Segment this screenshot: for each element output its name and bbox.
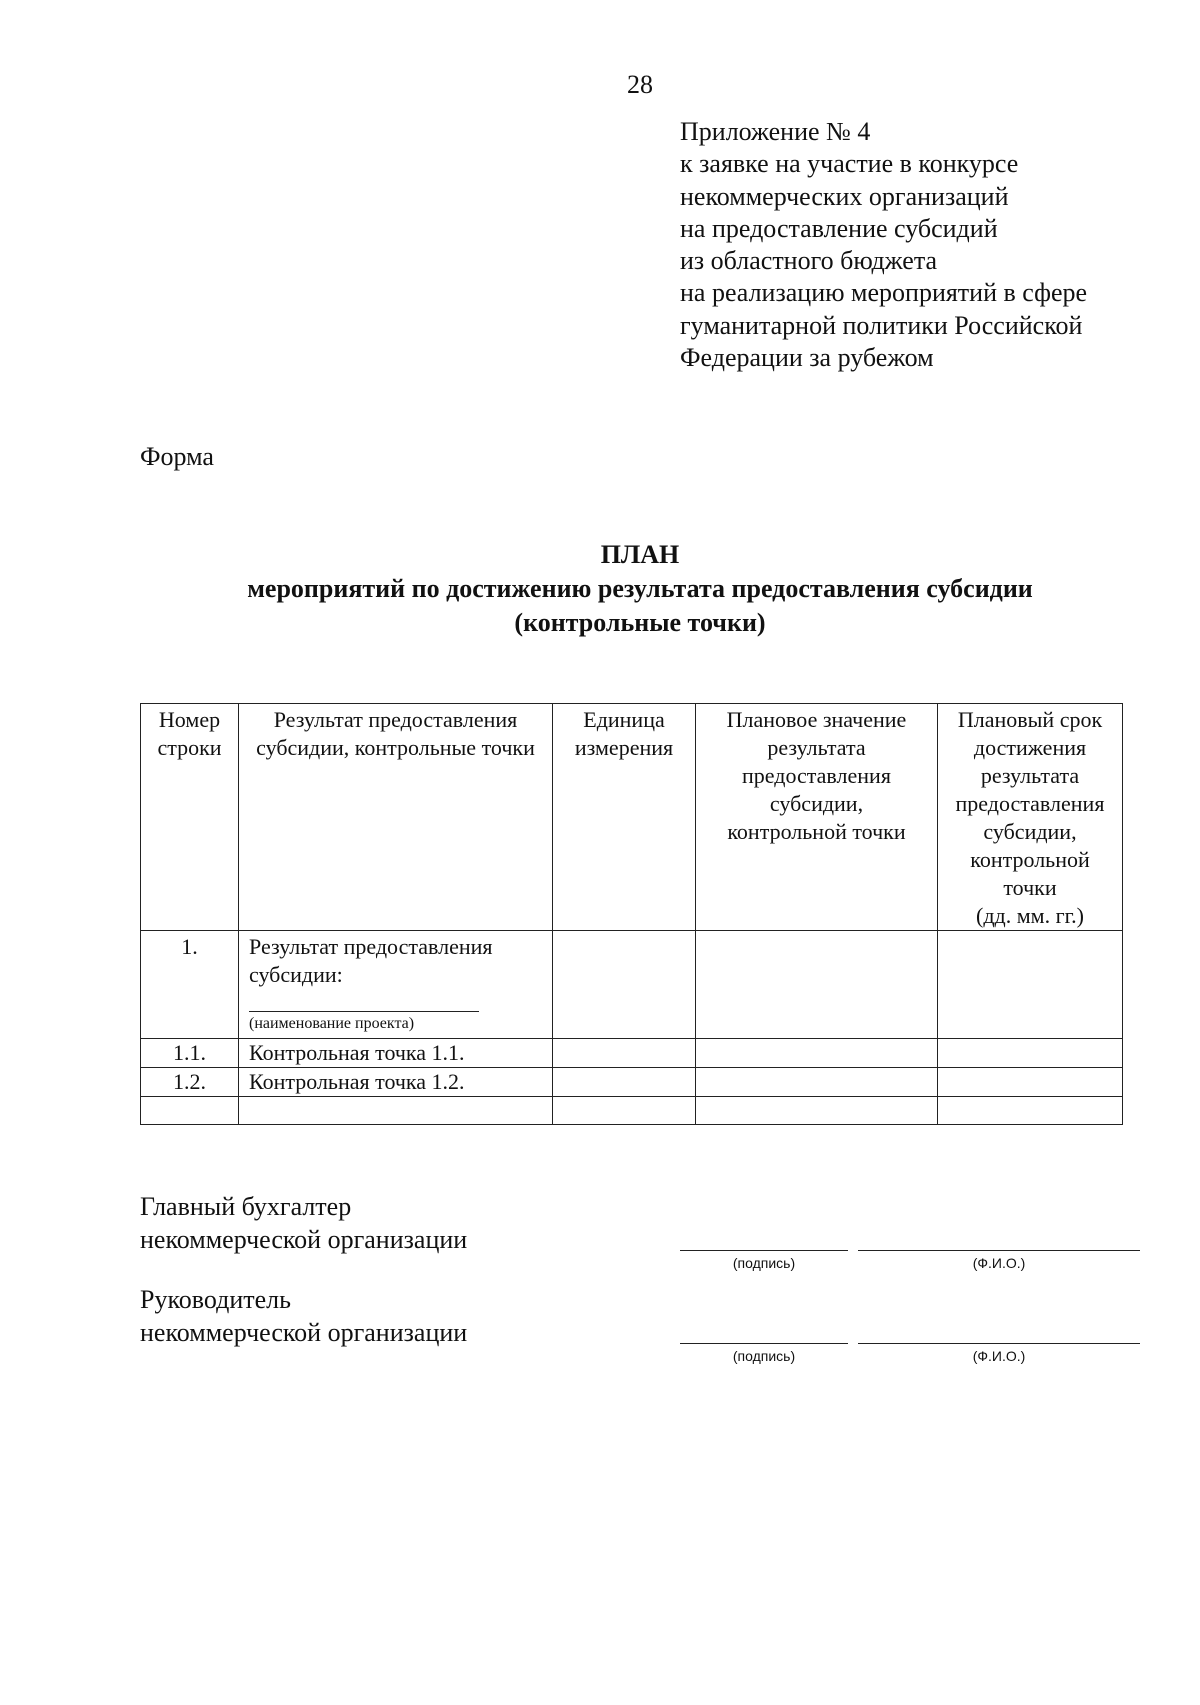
row-number: 1.1.	[141, 1039, 239, 1068]
project-name-blank	[249, 993, 479, 1012]
title-line-3: (контрольные точки)	[514, 608, 766, 637]
result-cell: Контрольная точка 1.2.	[239, 1068, 553, 1097]
project-name-caption: (наименование проекта)	[249, 1015, 415, 1032]
planned-value-cell	[696, 1097, 938, 1125]
table-row	[141, 1068, 1123, 1097]
table-row	[141, 1097, 1123, 1125]
planned-date-cell	[938, 1039, 1123, 1068]
result-cell	[239, 1097, 553, 1125]
appendix-line: Федерации за рубежом	[680, 343, 934, 373]
table-row	[141, 1039, 1123, 1068]
planned-date-cell	[938, 931, 1123, 1039]
row-number: 1.2.	[141, 1068, 239, 1097]
header-row-number: Номер строки	[141, 704, 239, 931]
page-number: 28	[627, 70, 653, 99]
row-number: 1.	[141, 931, 239, 1039]
planned-value-cell	[696, 931, 938, 1039]
header-unit: Единица измерения	[553, 704, 696, 931]
table-row	[141, 931, 1123, 1039]
result-cell: Результат предоставления субсидии: (наименование проекта)	[239, 931, 553, 1039]
head-signature-caption: (подпись)	[732, 1348, 796, 1364]
planned-value-cell	[696, 1039, 938, 1068]
accountant-name-line	[858, 1250, 1140, 1251]
title-line-2: мероприятий по достижению результата предоставления субсидии	[247, 574, 1033, 603]
unit-cell	[553, 931, 696, 1039]
appendix-line: гуманитарной политики Российской	[680, 310, 1083, 340]
appendix-line: Приложение № 4	[680, 117, 871, 146]
head-name-line	[858, 1343, 1140, 1344]
header-result: Результат предоставления субсидии, контрольные точки	[239, 704, 553, 931]
accountant-signature-caption: (подпись)	[732, 1255, 796, 1271]
planned-value-cell	[696, 1068, 938, 1097]
appendix-line: к заявке на участие в конкурсе	[680, 149, 1019, 179]
head-signature-line	[680, 1343, 848, 1344]
row-number	[141, 1097, 239, 1125]
appendix-line: на реализацию мероприятий в сфере	[680, 278, 1088, 308]
planned-date-cell	[938, 1097, 1123, 1125]
unit-cell	[553, 1097, 696, 1125]
document-title	[140, 538, 1140, 640]
title-line-1: ПЛАН	[600, 540, 680, 569]
head-name-caption: (Ф.И.О.)	[972, 1348, 1026, 1364]
table-header-row	[141, 704, 1123, 931]
appendix-line: некоммерческих организаций	[680, 181, 1009, 211]
form-label: Форма	[140, 442, 214, 471]
plan-table	[140, 703, 1123, 1125]
unit-cell	[553, 1068, 696, 1097]
accountant-signature-line	[680, 1250, 848, 1251]
accountant-name-caption: (Ф.И.О.)	[972, 1255, 1026, 1271]
appendix-line: из областного бюджета	[680, 246, 938, 276]
planned-date-cell	[938, 1068, 1123, 1097]
appendix-line: на предоставление субсидий	[680, 213, 998, 243]
header-planned-date: Плановый срок достижения результата предоставления субсидии, контрольной точки (дд. мм. гг.)	[938, 704, 1123, 931]
header-planned-value: Плановое значение результата предоставления субсидии, контрольной точки	[696, 704, 938, 931]
unit-cell	[553, 1039, 696, 1068]
accountant-label: Главный бухгалтер некоммерческой организации	[140, 1192, 468, 1254]
head-label: Руководитель некоммерческой организации	[140, 1285, 468, 1347]
appendix-header	[680, 116, 1150, 374]
result-cell: Контрольная точка 1.1.	[239, 1039, 553, 1068]
